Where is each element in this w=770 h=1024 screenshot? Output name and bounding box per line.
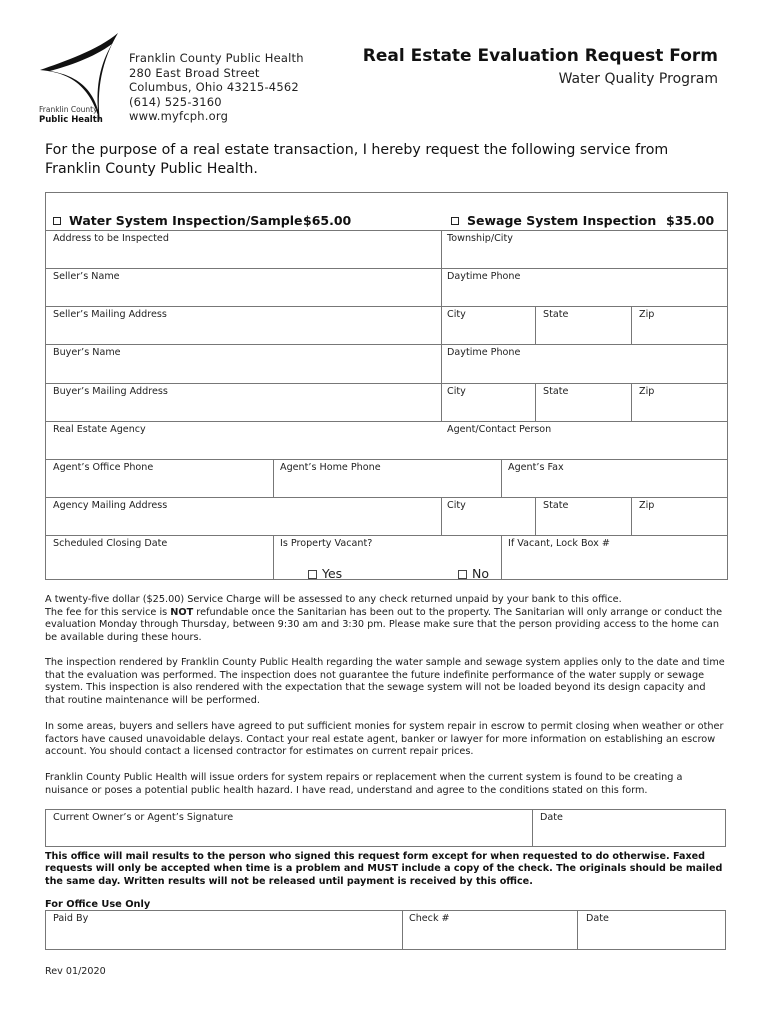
page-title: Real Estate Evaluation Request Form — [362, 46, 718, 66]
sewage-inspection-price: $35.00 — [666, 213, 715, 228]
vacant-yes-option[interactable] — [308, 566, 342, 581]
refund-text-not: NOT — [170, 606, 194, 618]
buyer-city-field[interactable]: City — [447, 386, 466, 397]
request-form-grid — [45, 192, 728, 580]
vacant-yes-label: Yes — [322, 566, 343, 581]
intro-text: For the purpose of a real estate transaction, I hereby request the following service from Franklin County Public Health. — [45, 142, 669, 177]
agency-mailing-field[interactable]: Agency Mailing Address — [53, 500, 168, 511]
buyer-mailing-field[interactable]: Buyer’s Mailing Address — [53, 386, 168, 397]
buyer-state-field[interactable]: State — [543, 386, 569, 397]
agency-state-field[interactable]: State — [543, 500, 569, 511]
page-subtitle: Water Quality Program — [558, 71, 718, 87]
seller-zip-field[interactable]: Zip — [639, 309, 655, 320]
paragraph-fee — [45, 594, 727, 644]
township-field[interactable]: Township/City — [447, 233, 513, 244]
water-inspection-label: Water System Inspection/Sample — [69, 213, 303, 228]
agency-phone: (614) 525-3160 — [129, 94, 222, 109]
agency-name: Franklin County Public Health — [129, 51, 304, 65]
agency-website: www.myfcph.org — [129, 109, 229, 123]
lockbox-field[interactable]: If Vacant, Lock Box # — [508, 538, 610, 549]
paragraph-orders: Franklin County Public Health will issue orders for system repairs or replacement when the current system is found to be creating a nuisance or poses a potential public health hazard. I have read, understand and agree to the conditions stated on this form. — [45, 772, 683, 796]
logo-text-county: Franklin County — [39, 105, 98, 114]
seller-name-field[interactable]: Seller’s Name — [53, 271, 120, 282]
agency-address — [129, 51, 304, 124]
refund-text-a: The fee for this service is — [45, 606, 171, 618]
sewage-inspection-option[interactable] — [451, 213, 656, 228]
office-use-heading: For Office Use Only — [45, 899, 151, 910]
revision-footer: Rev 01/2020 — [45, 966, 106, 977]
buyer-zip-field[interactable]: Zip — [639, 386, 655, 397]
office-use-box — [45, 910, 726, 950]
agency-street: 280 East Broad Street — [129, 65, 260, 80]
seller-phone-field[interactable]: Daytime Phone — [447, 271, 521, 282]
paragraph-escrow: In some areas, buyers and sellers have agreed to put sufficient monies for system repair in escrow to permit closing when weather or other factors have caused unavoidable delays. Contact your real estate agent, banker or lawyer for more information on establishing an escrow account. You should contact a licensed contractor for estimates on current repair prices. — [45, 721, 724, 758]
agent-home-phone-field[interactable]: Agent’s Home Phone — [280, 462, 381, 473]
mail-results-notice: This office will mail results to the person who signed this request form except for when requested to do otherwise. Faxed requests will only be accepted when time is a problem and MUST include a copy of the check. The originals should be mailed the same day. Written results will not be released until payment is received by this office. — [45, 851, 723, 887]
agent-fax-field[interactable]: Agent’s Fax — [508, 462, 564, 473]
water-inspection-price: $65.00 — [303, 213, 352, 228]
vacant-no-checkbox[interactable] — [458, 570, 467, 579]
seller-state-field[interactable]: State — [543, 309, 569, 320]
refund-text-c: refundable once the Sanitarian has been out to the property. The Sanitarian will only arrange or conduct the evaluation Monday through Thursday, between 9:30 am and 3:30 pm. Please make sure that the person providing access to the home can be available during these hours. — [45, 606, 723, 643]
vacant-no-label: No — [472, 566, 489, 581]
agent-contact-field[interactable]: Agent/Contact Person — [447, 424, 552, 435]
signature-date-field[interactable]: Date — [540, 812, 563, 823]
owner-signature-field[interactable]: Current Owner’s or Agent’s Signature — [53, 812, 234, 823]
paid-by-field[interactable]: Paid By — [53, 913, 89, 924]
agent-office-phone-field[interactable]: Agent’s Office Phone — [53, 462, 154, 473]
vacant-no-option[interactable] — [458, 566, 489, 581]
agency-city-field[interactable]: City — [447, 500, 466, 511]
logo-text-public-health: Public Health — [39, 115, 103, 125]
agency-zip-field[interactable]: Zip — [639, 500, 655, 511]
sewage-inspection-label: Sewage System Inspection — [467, 213, 657, 228]
signature-box — [45, 809, 726, 847]
water-inspection-checkbox[interactable] — [53, 217, 61, 225]
vacant-yes-checkbox[interactable] — [308, 570, 317, 579]
sewage-inspection-checkbox[interactable] — [451, 217, 459, 225]
agency-city: Columbus, Ohio 43215-4562 — [129, 80, 299, 94]
closing-date-field[interactable]: Scheduled Closing Date — [53, 538, 168, 549]
seller-city-field[interactable]: City — [447, 309, 466, 320]
check-number-field[interactable]: Check # — [409, 913, 450, 924]
seller-mailing-field[interactable]: Seller’s Mailing Address — [53, 309, 167, 320]
vacant-question: Is Property Vacant? — [280, 538, 373, 549]
water-inspection-option[interactable] — [53, 213, 302, 228]
agency-field[interactable]: Real Estate Agency — [53, 424, 146, 435]
paragraph-service-charge: A twenty-five dollar ($25.00) Service Charge will be assessed to any check returned unpaid by your bank to this office. — [45, 594, 622, 605]
office-date-field[interactable]: Date — [586, 913, 609, 924]
paragraph-inspection: The inspection rendered by Franklin County Public Health regarding the water sample and sewage system applies only to the date and time that the evaluation was performed. The inspection does not guarantee the future indefinite performance of the water supply or sewage system. This inspection is also rendered with the expectation that the sewage system will not be loaded beyond its design capacity and that routine maintenance will be performed. — [45, 657, 725, 706]
buyer-name-field[interactable]: Buyer’s Name — [53, 347, 121, 358]
buyer-phone-field[interactable]: Daytime Phone — [447, 347, 521, 358]
paragraph-refund — [45, 607, 727, 645]
address-field[interactable]: Address to be Inspected — [53, 233, 169, 244]
